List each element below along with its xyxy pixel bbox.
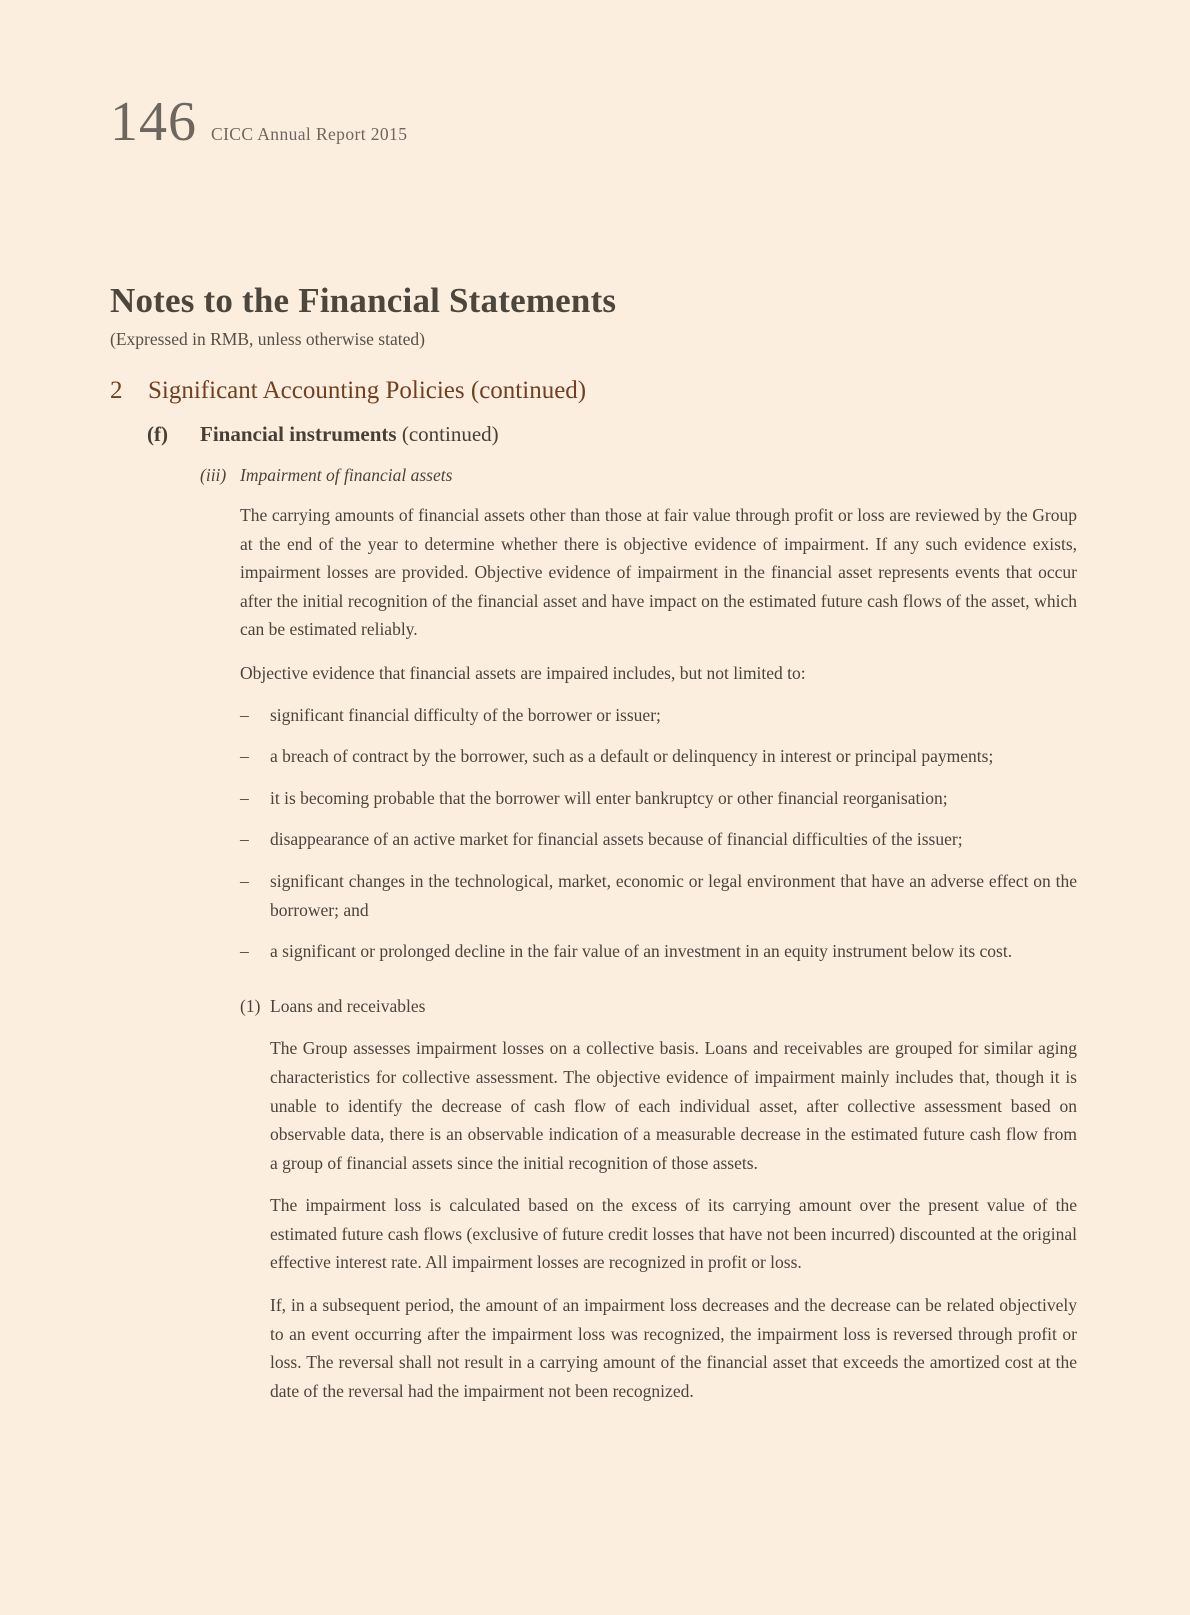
subsection-f-suffix: (continued) <box>401 422 499 446</box>
bullet-dash-icon: – <box>240 941 249 962</box>
bullet-text: a breach of contract by the borrower, such as a default or delinquency in interest or principal payments; <box>270 746 994 767</box>
paragraph-impairment-loss-calculation: The impairment loss is calculated based on the excess of its carrying amount over the present value of the estimated future cash flows (exclusive of future credit losses that have not been incurred) discounted at the original effective interest rate. All impairment losses are recognized in profit or loss. <box>270 1195 1077 1273</box>
report-title: CICC Annual Report 2015 <box>211 124 408 144</box>
page-header <box>110 91 408 153</box>
subsection-f-title: Financial instruments <box>200 422 397 446</box>
document-subtitle: (Expressed in RMB, unless otherwise stated) <box>110 329 425 349</box>
bullet-item <box>240 937 1077 966</box>
section-number: 2 <box>110 377 123 404</box>
paragraph-impairment-overview: The carrying amounts of financial assets other than those at fair value through profit or loss are reviewed by the Group at the end of the year to determine whether there is objective evidence of impairment. If any such evidence exists, impairment losses are provided. Objective evidence of impairment in the financial asset represents events that occur after the initial recognition of the financial asset and have impact on the estimated future cash flows of the asset, which can be estimated reliably. <box>240 505 1077 640</box>
bullet-item <box>240 784 1077 813</box>
bullet-text: significant financial difficulty of the borrower or issuer; <box>270 704 661 725</box>
content-area <box>0 376 1190 1405</box>
subsection-iii-label: (iii) <box>200 465 227 485</box>
bullet-dash-icon: – <box>240 870 249 891</box>
paragraph-collective-assessment: The Group assesses impairment losses on a collective basis. Loans and receivables are grouped for similar aging characteristics for collective assessment. The objective evidence of impairment mainly includes that, though it is unable to identify the decrease of cash flow of each individual asset, after collective assessment based on observable data, there is an observable indication of a measurable decrease in the estimated future cash flow from a group of financial assets since the initial recognition of those assets. <box>270 1038 1077 1173</box>
bullet-item <box>240 825 1077 854</box>
bullet-dash-icon: – <box>240 746 249 767</box>
subsection-f-title-group <box>200 421 499 447</box>
loans-section-number: (1) <box>240 995 261 1016</box>
bullet-text: a significant or prolonged decline in the fair value of an investment in an equity instrument below its cost. <box>270 941 1013 962</box>
section-heading <box>110 376 1190 406</box>
subsection-f-heading <box>147 421 1190 447</box>
bullet-item <box>240 867 1077 924</box>
subsection-f-label: (f) <box>147 422 168 446</box>
bullet-dash-icon: – <box>240 787 249 808</box>
body-text <box>240 501 1077 1405</box>
loans-section-body <box>270 992 1077 1406</box>
bullet-dash-icon: – <box>240 829 249 850</box>
bullet-dash-icon: – <box>240 704 249 725</box>
page-number: 146 <box>110 91 197 153</box>
bullet-text: significant changes in the technological, market, economic or legal environment that have an adverse effect on the borrower; and <box>270 870 1077 920</box>
subsection-iii-heading <box>200 463 1190 487</box>
bullet-item <box>240 742 1077 771</box>
bullet-text: disappearance of an active market for financial assets because of financial difficulties of the issuer; <box>270 829 963 850</box>
section-title: Significant Accounting Policies (continued) <box>148 377 587 404</box>
document-title: Notes to the Financial Statements <box>110 281 617 320</box>
loans-and-receivables-section <box>240 992 1077 1406</box>
loans-section-title: Loans and receivables <box>270 995 426 1016</box>
bullet-text: it is becoming probable that the borrower will enter bankruptcy or other financial reorganisation; <box>270 787 948 808</box>
paragraph-impairment-reversal: If, in a subsequent period, the amount of an impairment loss decreases and the decrease can be related objectively to an event occurring after the impairment loss was recognized, the impairment loss is reversed through profit or loss. The reversal shall not result in a carrying amount of the financial asset that exceeds the amortized cost at the date of the reversal had the impairment not been recognized. <box>270 1295 1077 1401</box>
bullet-item <box>240 701 1077 730</box>
subsection-iii-title: Impairment of financial assets <box>240 465 453 485</box>
paragraph-objective-evidence-leadin: Objective evidence that financial assets are impaired includes, but not limited to: <box>240 662 806 683</box>
